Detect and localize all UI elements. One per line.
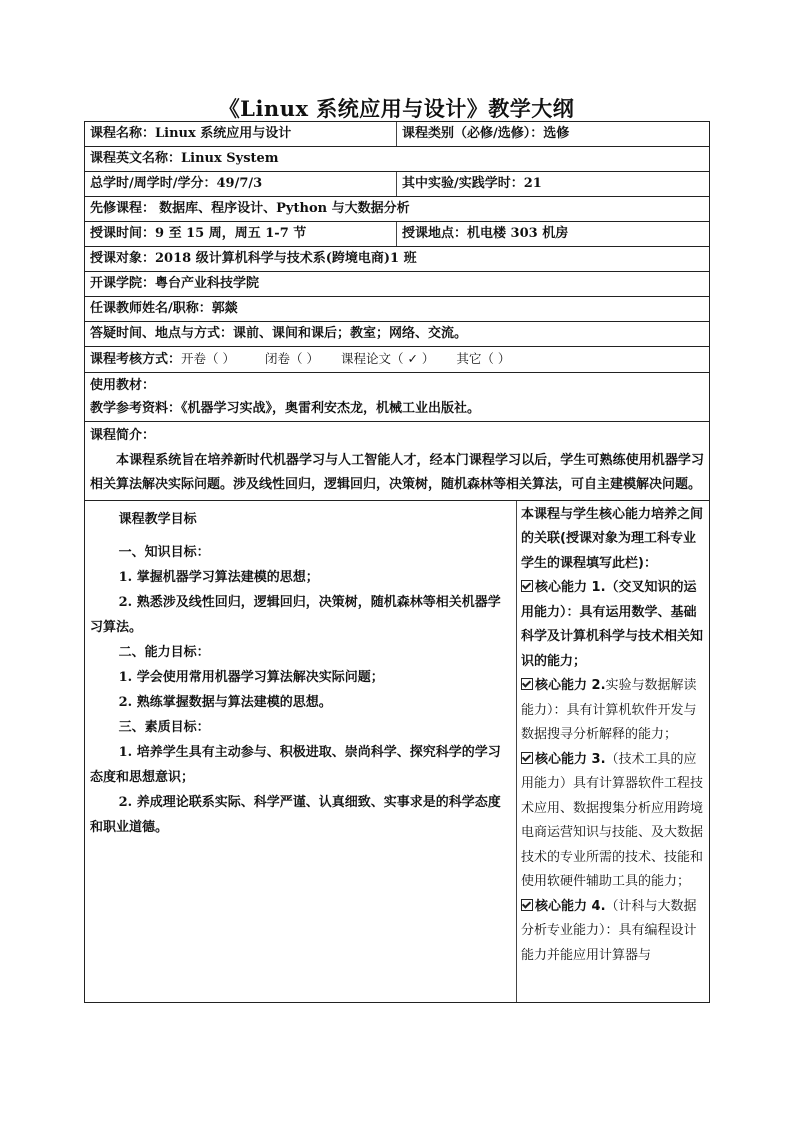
ability-text: 实验与数据解读能力）：具有计算机软件开发与数据搜寻分析解释的能力； bbox=[521, 678, 697, 742]
knowledge-goals-title: 一、知识目标： bbox=[118, 544, 210, 560]
ability-title: 核心能力 4. bbox=[535, 898, 606, 914]
syllabus-table bbox=[84, 121, 710, 1003]
checked-box-icon bbox=[521, 899, 533, 911]
references-label: 教学参考资料： bbox=[90, 401, 182, 416]
location-label: 授课地点： bbox=[402, 226, 468, 241]
row-college bbox=[85, 272, 709, 297]
hours-value: 49/7/3 bbox=[216, 176, 263, 191]
ability-text: （技术工具的应用能力）具有计算器软件工程技术应用、数据搜集分析应用跨境电商运营知识与技能、及大数据技术的专业所需的技术、技能和使用软硬件辅助工具的能力； bbox=[521, 751, 704, 889]
quality-goal-item: 1. 培养学生具有主动参与、积极进取、崇尚科学、探究科学的学习态度和思想意识； bbox=[90, 744, 501, 785]
ability-item bbox=[521, 895, 705, 969]
schedule-value: 9 至 15 周，周五 1-7 节 bbox=[155, 226, 307, 241]
cell-materials bbox=[85, 373, 709, 421]
prerequisites-label: 先修课程： bbox=[90, 201, 156, 216]
course-name-label: 课程名称： bbox=[90, 126, 156, 141]
college-value: 粤台产业科技学院 bbox=[155, 276, 260, 291]
ability-item bbox=[521, 674, 705, 748]
hours-label: 总学时/周学时/学分： bbox=[90, 176, 217, 191]
row-course-name bbox=[85, 122, 709, 147]
english-name-value: Linux System bbox=[181, 151, 279, 166]
audience-label: 授课对象： bbox=[90, 251, 156, 266]
ability-text: （计科与大数据分析专业能力）：具有编程设计能力并能应用计算器与 bbox=[521, 898, 697, 963]
ability-goals-title: 二、能力目标： bbox=[118, 644, 210, 660]
office-hours-value: 课前、课间和课后；教室；网络、交流。 bbox=[233, 326, 468, 341]
row-english-name bbox=[85, 147, 709, 172]
cell-college bbox=[85, 272, 709, 296]
checked-box-icon bbox=[521, 678, 533, 690]
office-hours-label: 答疑时间、地点与方式： bbox=[90, 326, 234, 341]
textbook-label: 使用教材： bbox=[90, 378, 156, 393]
row-hours bbox=[85, 172, 709, 197]
checked-box-icon bbox=[521, 752, 533, 764]
row-materials bbox=[85, 373, 709, 422]
cell-course-type bbox=[397, 122, 574, 146]
cell-location bbox=[397, 222, 573, 246]
textbook-line bbox=[90, 374, 704, 397]
ability-goal-item: 2. 熟练掌握数据与算法建模的思想。 bbox=[118, 694, 332, 710]
college-label: 开课学院： bbox=[90, 276, 156, 291]
teaching-goals-cell bbox=[85, 501, 517, 1002]
cell-audience bbox=[85, 247, 709, 271]
course-type-value: 选修 bbox=[543, 126, 570, 141]
quality-goal-item: 2. 养成理论联系实际、科学严谨、认真细致、实事求是的科学态度和职业道德。 bbox=[90, 794, 501, 835]
quality-goals-title: 三、素质目标： bbox=[118, 719, 210, 735]
ability-item bbox=[521, 748, 705, 895]
teacher-value: 郭燚 bbox=[211, 301, 238, 316]
references-line bbox=[90, 397, 704, 420]
course-name-value: Linux 系统应用与设计 bbox=[155, 126, 292, 141]
ability-text: （交叉知识的运用能力）：具有运用数学、基础科学及计算机科学与技术相关知识的能力； bbox=[521, 580, 704, 669]
intro-label: 课程简介： bbox=[90, 428, 156, 443]
row-audience bbox=[85, 247, 709, 272]
assessment-label: 课程考核方式： bbox=[90, 352, 182, 367]
location-value: 机电楼 303 机房 bbox=[467, 226, 569, 241]
row-office-hours bbox=[85, 322, 709, 347]
lab-hours-value: 21 bbox=[523, 176, 542, 191]
ability-title: 核心能力 1. bbox=[535, 580, 606, 595]
cell-lab-hours bbox=[397, 172, 547, 196]
assessment-option-open-book: 开卷（ ） bbox=[181, 351, 235, 366]
cell-schedule bbox=[85, 222, 397, 246]
core-abilities-cell bbox=[517, 501, 709, 1002]
row-teacher bbox=[85, 297, 709, 322]
cell-intro bbox=[85, 422, 709, 500]
ability-item bbox=[521, 576, 705, 674]
lab-hours-label: 其中实验/实践学时： bbox=[402, 176, 524, 191]
knowledge-goal-item: 2. 熟悉涉及线性回归，逻辑回归，决策树，随机森林等相关机器学习算法。 bbox=[90, 594, 501, 635]
row-goals-abilities bbox=[85, 501, 709, 1002]
english-name-label: 课程英文名称： bbox=[90, 151, 182, 166]
cell-office-hours bbox=[85, 322, 709, 346]
intro-text: 本课程系统旨在培养新时代机器学习与人工智能人才，经本门课程学习以后，学生可熟练使用机器学习相关算法解决实际问题。涉及线性回归，逻辑回归，决策树，随机森林等相关算法，可自主建模解决问题。 bbox=[90, 452, 704, 492]
ability-title: 核心能力 2. bbox=[535, 678, 606, 693]
assessment-option-other: 其它（ ） bbox=[456, 351, 511, 366]
audience-value: 2018 级计算机科学与技术系(跨境电商)1 班 bbox=[155, 251, 417, 266]
knowledge-goal-item: 1. 掌握机器学习算法建模的思想； bbox=[118, 569, 319, 585]
row-schedule bbox=[85, 222, 709, 247]
ability-goal-item: 1. 学会使用常用机器学习算法解决实际问题； bbox=[118, 669, 384, 685]
cell-english-name bbox=[85, 147, 709, 171]
course-type-label: 课程类别（必修/选修）： bbox=[402, 126, 544, 141]
checked-box-icon bbox=[521, 580, 533, 592]
document-title: 《Linux 系统应用与设计》教学大纲 bbox=[218, 96, 575, 121]
row-intro bbox=[85, 422, 709, 501]
cell-prerequisites bbox=[85, 197, 709, 221]
schedule-label: 授课时间： bbox=[90, 226, 156, 241]
prerequisites-value: 数据库、程序设计、Python 与大数据分析 bbox=[159, 201, 410, 216]
goals-heading: 课程教学目标 bbox=[118, 511, 197, 527]
cell-course-name bbox=[85, 122, 397, 146]
cell-teacher bbox=[85, 297, 709, 321]
assessment-option-closed-book: 闭卷（ ） bbox=[265, 351, 319, 366]
cell-hours bbox=[85, 172, 397, 196]
cell-assessment bbox=[85, 347, 709, 372]
references-value: 《机器学习实战》，奥雷利安杰龙，机械工业出版社。 bbox=[181, 401, 481, 416]
ability-title: 核心能力 3. bbox=[535, 751, 606, 767]
assessment-option-paper: 课程论文（ ✓ ） bbox=[340, 351, 435, 366]
row-prerequisites bbox=[85, 197, 709, 222]
row-assessment bbox=[85, 347, 709, 373]
teacher-label: 任课教师姓名/职称： bbox=[90, 301, 212, 316]
abilities-intro: 本课程与学生核心能力培养之间的关联(授课对象为理工科专业学生的课程填写此栏)： bbox=[521, 506, 704, 571]
